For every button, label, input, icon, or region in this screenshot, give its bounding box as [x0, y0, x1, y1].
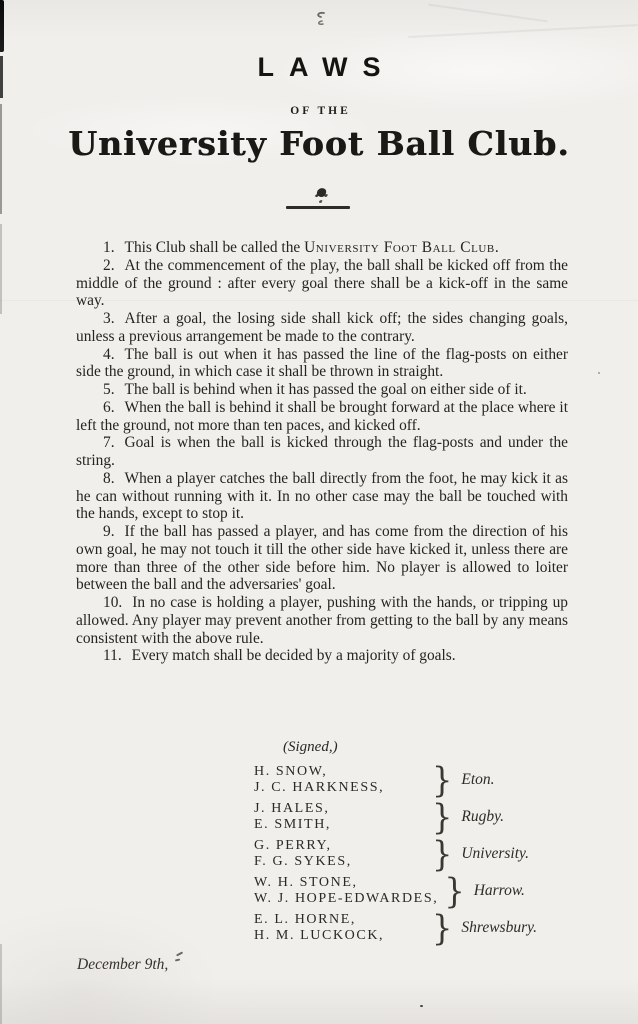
brace-glyph: } — [432, 907, 453, 949]
date-text: December 9th, — [77, 956, 169, 973]
rule-item-7 — [76, 434, 568, 470]
brace-glyph: } — [432, 833, 453, 875]
signature-group-shrewsbury — [254, 907, 584, 949]
rule-item-1 — [76, 239, 568, 257]
rule-text: The ball is out when it has passed the line of the flag-posts on either side the ground, in which case it shall be thrown in straight. — [76, 345, 568, 381]
rule-text: In no case is holding a player, pushing with the hands, or tripping up allowed. Any player may prevent another from getting to the ball by any means consistent with the above rule. — [76, 594, 568, 647]
divider-line — [286, 206, 350, 209]
rule-item-11 — [76, 647, 568, 665]
school-name: Harrow. — [473, 882, 525, 899]
signer-name: J. HALES, — [254, 801, 330, 816]
rule-item-9 — [76, 523, 568, 594]
signature-group-eton — [254, 759, 584, 801]
signer-name: H. M. LUCKOCK, — [254, 928, 385, 943]
ornament-divider — [0, 186, 638, 220]
binding-edge-mark — [0, 0, 4, 52]
paper-crease — [408, 24, 638, 38]
ink-speck — [598, 372, 600, 374]
rule-item-6 — [76, 399, 568, 435]
ink-speck — [420, 1005, 423, 1007]
signer-name: W. H. STONE, — [254, 875, 358, 890]
signer-names — [254, 912, 432, 944]
school-name: University. — [461, 845, 529, 862]
brace-glyph: } — [444, 870, 465, 912]
signer-names — [254, 801, 432, 833]
page-title: LAWS — [257, 52, 396, 82]
rule-item-2 — [76, 257, 568, 310]
laws-list — [76, 239, 568, 665]
rule-text: If the ball has passed a player, and has come from the direction of his own goal, he may not touch it till the other side have kicked it, unless there are more than three of the other side before him. No player is allowed to loiter between the ball and the adversaries' goal. — [76, 523, 568, 594]
ink-blot-ornament — [316, 187, 327, 198]
rule-number: 2. — [103, 256, 115, 274]
signer-name: E. SMITH, — [254, 817, 332, 832]
rule-text: Goal is when the ball is kicked through the flag-posts and under the string. — [76, 434, 568, 469]
school-name: Rugby. — [461, 808, 504, 825]
rule-number: 7. — [103, 434, 115, 452]
paper-crease — [428, 4, 547, 23]
date-line — [77, 956, 168, 974]
school-name: Eton. — [461, 771, 495, 788]
rule-text: When a player catches the ball directly from the foot, he may kick it as he can without running with it. In no other case may the ball be touched with the hands, except to stop it. — [76, 469, 568, 523]
signer-name: G. PERRY, — [254, 838, 332, 853]
rule-text: University Foot Ball Club. — [304, 239, 500, 256]
signer-names — [254, 764, 432, 796]
signer-name: J. C. HARKNESS, — [254, 780, 385, 795]
rule-text: The ball is behind when it has passed the goal on either side of it. — [124, 381, 527, 398]
signature-group-university — [254, 833, 584, 875]
rule-number: 10. — [103, 594, 123, 611]
rule-text: When the ball is behind it shall be brought forward at the place where it left the ground, not more than ten paces, and kicked off. — [76, 398, 568, 434]
smudged-year-mark — [174, 950, 184, 964]
rule-number: 9. — [103, 523, 115, 540]
signer-name: F. G. SYKES, — [254, 854, 352, 869]
signature-group-harrow — [254, 870, 584, 912]
signed-label: (Signed,) — [283, 739, 338, 755]
rule-number: 4. — [103, 345, 115, 363]
rule-number: 11. — [103, 647, 122, 665]
rule-item-4 — [76, 346, 568, 382]
rule-item-3 — [76, 310, 568, 346]
signatures-block — [254, 759, 584, 949]
rule-number: 6. — [103, 398, 115, 416]
binding-edge-mark — [0, 944, 2, 1024]
rule-number: 3. — [103, 310, 115, 327]
brace-glyph: } — [432, 796, 453, 838]
rule-text: This Club shall be called the — [124, 239, 305, 256]
signature-group-rugby — [254, 796, 584, 838]
rule-item-10 — [76, 594, 568, 647]
signer-name: H. SNOW, — [254, 764, 328, 779]
rule-number: 5. — [103, 381, 115, 398]
rule-number: 1. — [103, 239, 115, 256]
rule-text: Every match shall be decided by a majority of goals. — [131, 647, 456, 665]
signer-names — [254, 875, 444, 907]
club-name-blackletter: University Foot Ball Club. — [68, 124, 570, 163]
page-subtitle: OF THE — [290, 105, 351, 117]
rule-number: 8. — [103, 469, 115, 487]
brace-glyph: } — [432, 759, 453, 801]
signer-name: E. L. HORNE, — [254, 912, 357, 927]
rule-text: After a goal, the losing side shall kick off; the sides changing goals, unless a previous arrangement be made to the contrary. — [76, 310, 568, 345]
school-name: Shrewsbury. — [461, 919, 537, 936]
pencil-squiggle-mark — [310, 8, 332, 38]
rule-item-8 — [76, 470, 568, 523]
rule-item-5 — [76, 381, 568, 399]
signer-names — [254, 838, 432, 870]
signer-name: W. J. HOPE-EDWARDES, — [254, 891, 439, 906]
rule-text: At the commencement of the play, the ball shall be kicked off from the middle of the ground : after every goal there shall be a kick-off in the same way. — [76, 256, 568, 310]
